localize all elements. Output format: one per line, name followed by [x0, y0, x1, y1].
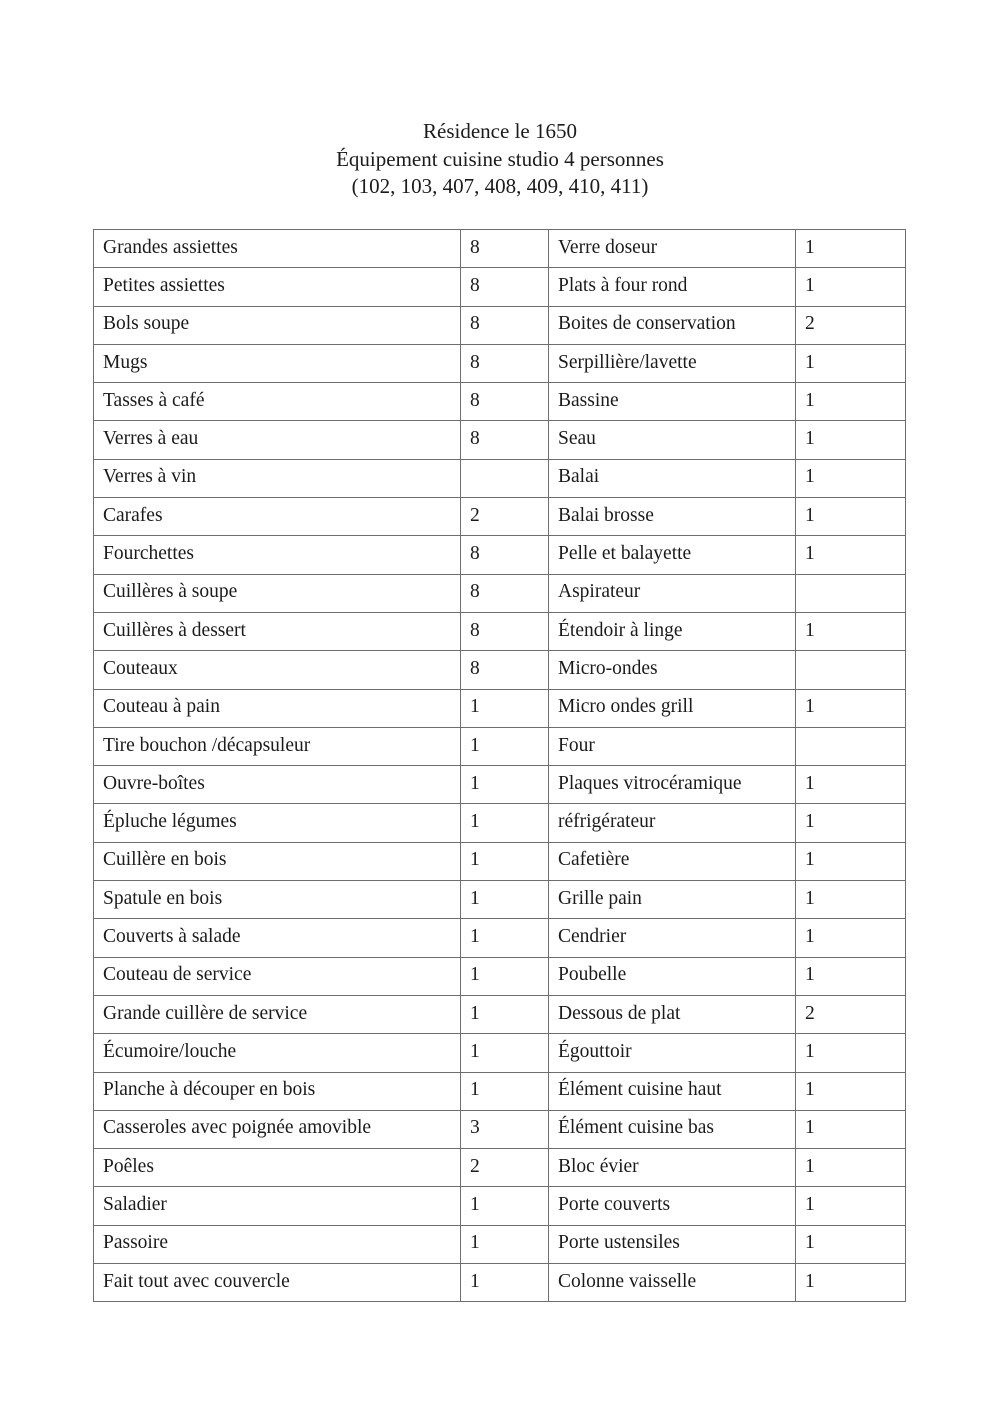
qty-right-cell: 1 [796, 1187, 906, 1225]
item-left-cell: Petites assiettes [94, 268, 461, 306]
item-left-cell: Tire bouchon /décapsuleur [94, 727, 461, 765]
equipment-table-body [94, 230, 906, 1302]
qty-left-cell: 8 [461, 230, 549, 268]
item-left-cell: Cuillères à soupe [94, 574, 461, 612]
qty-left-cell: 1 [461, 1264, 549, 1302]
document-subtitle: Équipement cuisine studio 4 personnes [336, 146, 664, 171]
qty-right-cell: 1 [796, 536, 906, 574]
qty-left-cell: 8 [461, 383, 549, 421]
table-row [94, 383, 906, 421]
item-right-cell: Élément cuisine haut [549, 1072, 796, 1110]
item-left-cell: Mugs [94, 344, 461, 382]
qty-left-cell: 1 [461, 804, 549, 842]
table-row [94, 306, 906, 344]
qty-right-cell: 1 [796, 268, 906, 306]
table-row [94, 1072, 906, 1110]
item-left-cell: Grandes assiettes [94, 230, 461, 268]
qty-left-cell [461, 459, 549, 497]
item-right-cell: Porte couverts [549, 1187, 796, 1225]
qty-left-cell: 2 [461, 498, 549, 536]
item-right-cell: Verre doseur [549, 230, 796, 268]
item-left-cell: Tasses à café [94, 383, 461, 421]
qty-right-cell: 1 [796, 1264, 906, 1302]
qty-right-cell: 1 [796, 1110, 906, 1148]
item-left-cell: Verres à eau [94, 421, 461, 459]
qty-left-cell: 8 [461, 344, 549, 382]
item-left-cell: Épluche légumes [94, 804, 461, 842]
item-left-cell: Saladier [94, 1187, 461, 1225]
item-left-cell: Fourchettes [94, 536, 461, 574]
item-right-cell: Micro-ondes [549, 651, 796, 689]
qty-right-cell: 1 [796, 881, 906, 919]
item-left-cell: Passoire [94, 1225, 461, 1263]
qty-left-cell: 1 [461, 727, 549, 765]
table-row [94, 459, 906, 497]
document-room-numbers: (102, 103, 407, 408, 409, 410, 411) [351, 174, 649, 198]
qty-left-cell: 1 [461, 957, 549, 995]
item-right-cell: Serpillière/lavette [549, 344, 796, 382]
item-left-cell: Couverts à salade [94, 919, 461, 957]
item-left-cell: Ouvre-boîtes [94, 766, 461, 804]
item-left-cell: Cuillères à dessert [94, 612, 461, 650]
item-right-cell: Dessous de plat [549, 995, 796, 1033]
table-row [94, 804, 906, 842]
qty-left-cell: 8 [461, 421, 549, 459]
item-right-cell: Égouttoir [549, 1034, 796, 1072]
qty-right-cell: 2 [796, 995, 906, 1033]
table-row [94, 536, 906, 574]
item-right-cell: Plaques vitrocéramique [549, 766, 796, 804]
table-row [94, 230, 906, 268]
table-row [94, 727, 906, 765]
table-row [94, 1034, 906, 1072]
qty-right-cell: 1 [796, 612, 906, 650]
item-left-cell: Couteau à pain [94, 689, 461, 727]
item-right-cell: Étendoir à linge [549, 612, 796, 650]
qty-right-cell: 1 [796, 1072, 906, 1110]
item-left-cell: Couteaux [94, 651, 461, 689]
table-row [94, 766, 906, 804]
table-row [94, 689, 906, 727]
table-row [94, 421, 906, 459]
item-right-cell: Cendrier [549, 919, 796, 957]
qty-left-cell: 1 [461, 881, 549, 919]
item-right-cell: Colonne vaisselle [549, 1264, 796, 1302]
qty-left-cell: 1 [461, 995, 549, 1033]
qty-right-cell: 1 [796, 766, 906, 804]
table-row [94, 268, 906, 306]
table-row [94, 1264, 906, 1302]
qty-left-cell: 1 [461, 1034, 549, 1072]
item-right-cell: Seau [549, 421, 796, 459]
table-row [94, 498, 906, 536]
table-row [94, 651, 906, 689]
qty-left-cell: 8 [461, 574, 549, 612]
qty-right-cell: 1 [796, 230, 906, 268]
qty-left-cell: 1 [461, 1187, 549, 1225]
table-row [94, 1149, 906, 1187]
item-right-cell: Bloc évier [549, 1149, 796, 1187]
qty-right-cell: 1 [796, 459, 906, 497]
qty-left-cell: 1 [461, 919, 549, 957]
item-right-cell: Plats à four rond [549, 268, 796, 306]
item-left-cell: Écumoire/louche [94, 1034, 461, 1072]
table-row [94, 1187, 906, 1225]
qty-right-cell [796, 574, 906, 612]
qty-left-cell: 8 [461, 536, 549, 574]
table-row [94, 1225, 906, 1263]
table-row [94, 995, 906, 1033]
qty-left-cell: 8 [461, 268, 549, 306]
qty-left-cell: 1 [461, 1225, 549, 1263]
item-left-cell: Couteau de service [94, 957, 461, 995]
item-right-cell: Four [549, 727, 796, 765]
equipment-table [93, 229, 906, 1302]
item-right-cell: Balai brosse [549, 498, 796, 536]
qty-right-cell: 1 [796, 957, 906, 995]
table-row [94, 881, 906, 919]
qty-right-cell: 2 [796, 306, 906, 344]
item-left-cell: Fait tout avec couvercle [94, 1264, 461, 1302]
item-right-cell: Bassine [549, 383, 796, 421]
qty-right-cell: 1 [796, 804, 906, 842]
item-left-cell: Cuillère en bois [94, 842, 461, 880]
item-right-cell: Balai [549, 459, 796, 497]
qty-left-cell: 8 [461, 651, 549, 689]
qty-left-cell: 1 [461, 842, 549, 880]
qty-right-cell: 1 [796, 919, 906, 957]
item-right-cell: Pelle et balayette [549, 536, 796, 574]
table-row [94, 842, 906, 880]
item-right-cell: Aspirateur [549, 574, 796, 612]
qty-right-cell [796, 651, 906, 689]
item-left-cell: Poêles [94, 1149, 461, 1187]
item-left-cell: Planche à découper en bois [94, 1072, 461, 1110]
qty-right-cell: 1 [796, 1149, 906, 1187]
qty-left-cell: 1 [461, 689, 549, 727]
qty-right-cell: 1 [796, 344, 906, 382]
item-right-cell: Micro ondes grill [549, 689, 796, 727]
item-left-cell: Bols soupe [94, 306, 461, 344]
table-row [94, 574, 906, 612]
table-row [94, 957, 906, 995]
table-row [94, 612, 906, 650]
qty-right-cell: 1 [796, 1034, 906, 1072]
qty-left-cell: 8 [461, 612, 549, 650]
table-row [94, 1110, 906, 1148]
qty-left-cell: 8 [461, 306, 549, 344]
qty-right-cell [796, 727, 906, 765]
qty-right-cell: 1 [796, 1225, 906, 1263]
item-right-cell: Porte ustensiles [549, 1225, 796, 1263]
qty-right-cell: 1 [796, 421, 906, 459]
document-title: Résidence le 1650 [423, 119, 577, 143]
qty-right-cell: 1 [796, 842, 906, 880]
item-left-cell: Carafes [94, 498, 461, 536]
qty-right-cell: 1 [796, 498, 906, 536]
table-row [94, 919, 906, 957]
document-title-block [0, 118, 1000, 201]
qty-left-cell: 2 [461, 1149, 549, 1187]
item-right-cell: réfrigérateur [549, 804, 796, 842]
qty-left-cell: 1 [461, 1072, 549, 1110]
item-right-cell: Élément cuisine bas [549, 1110, 796, 1148]
qty-right-cell: 1 [796, 689, 906, 727]
item-left-cell: Casseroles avec poignée amovible [94, 1110, 461, 1148]
item-right-cell: Grille pain [549, 881, 796, 919]
qty-right-cell: 1 [796, 383, 906, 421]
item-left-cell: Verres à vin [94, 459, 461, 497]
qty-left-cell: 3 [461, 1110, 549, 1148]
table-row [94, 344, 906, 382]
item-left-cell: Grande cuillère de service [94, 995, 461, 1033]
item-right-cell: Boites de conservation [549, 306, 796, 344]
qty-left-cell: 1 [461, 766, 549, 804]
item-left-cell: Spatule en bois [94, 881, 461, 919]
item-right-cell: Cafetière [549, 842, 796, 880]
item-right-cell: Poubelle [549, 957, 796, 995]
